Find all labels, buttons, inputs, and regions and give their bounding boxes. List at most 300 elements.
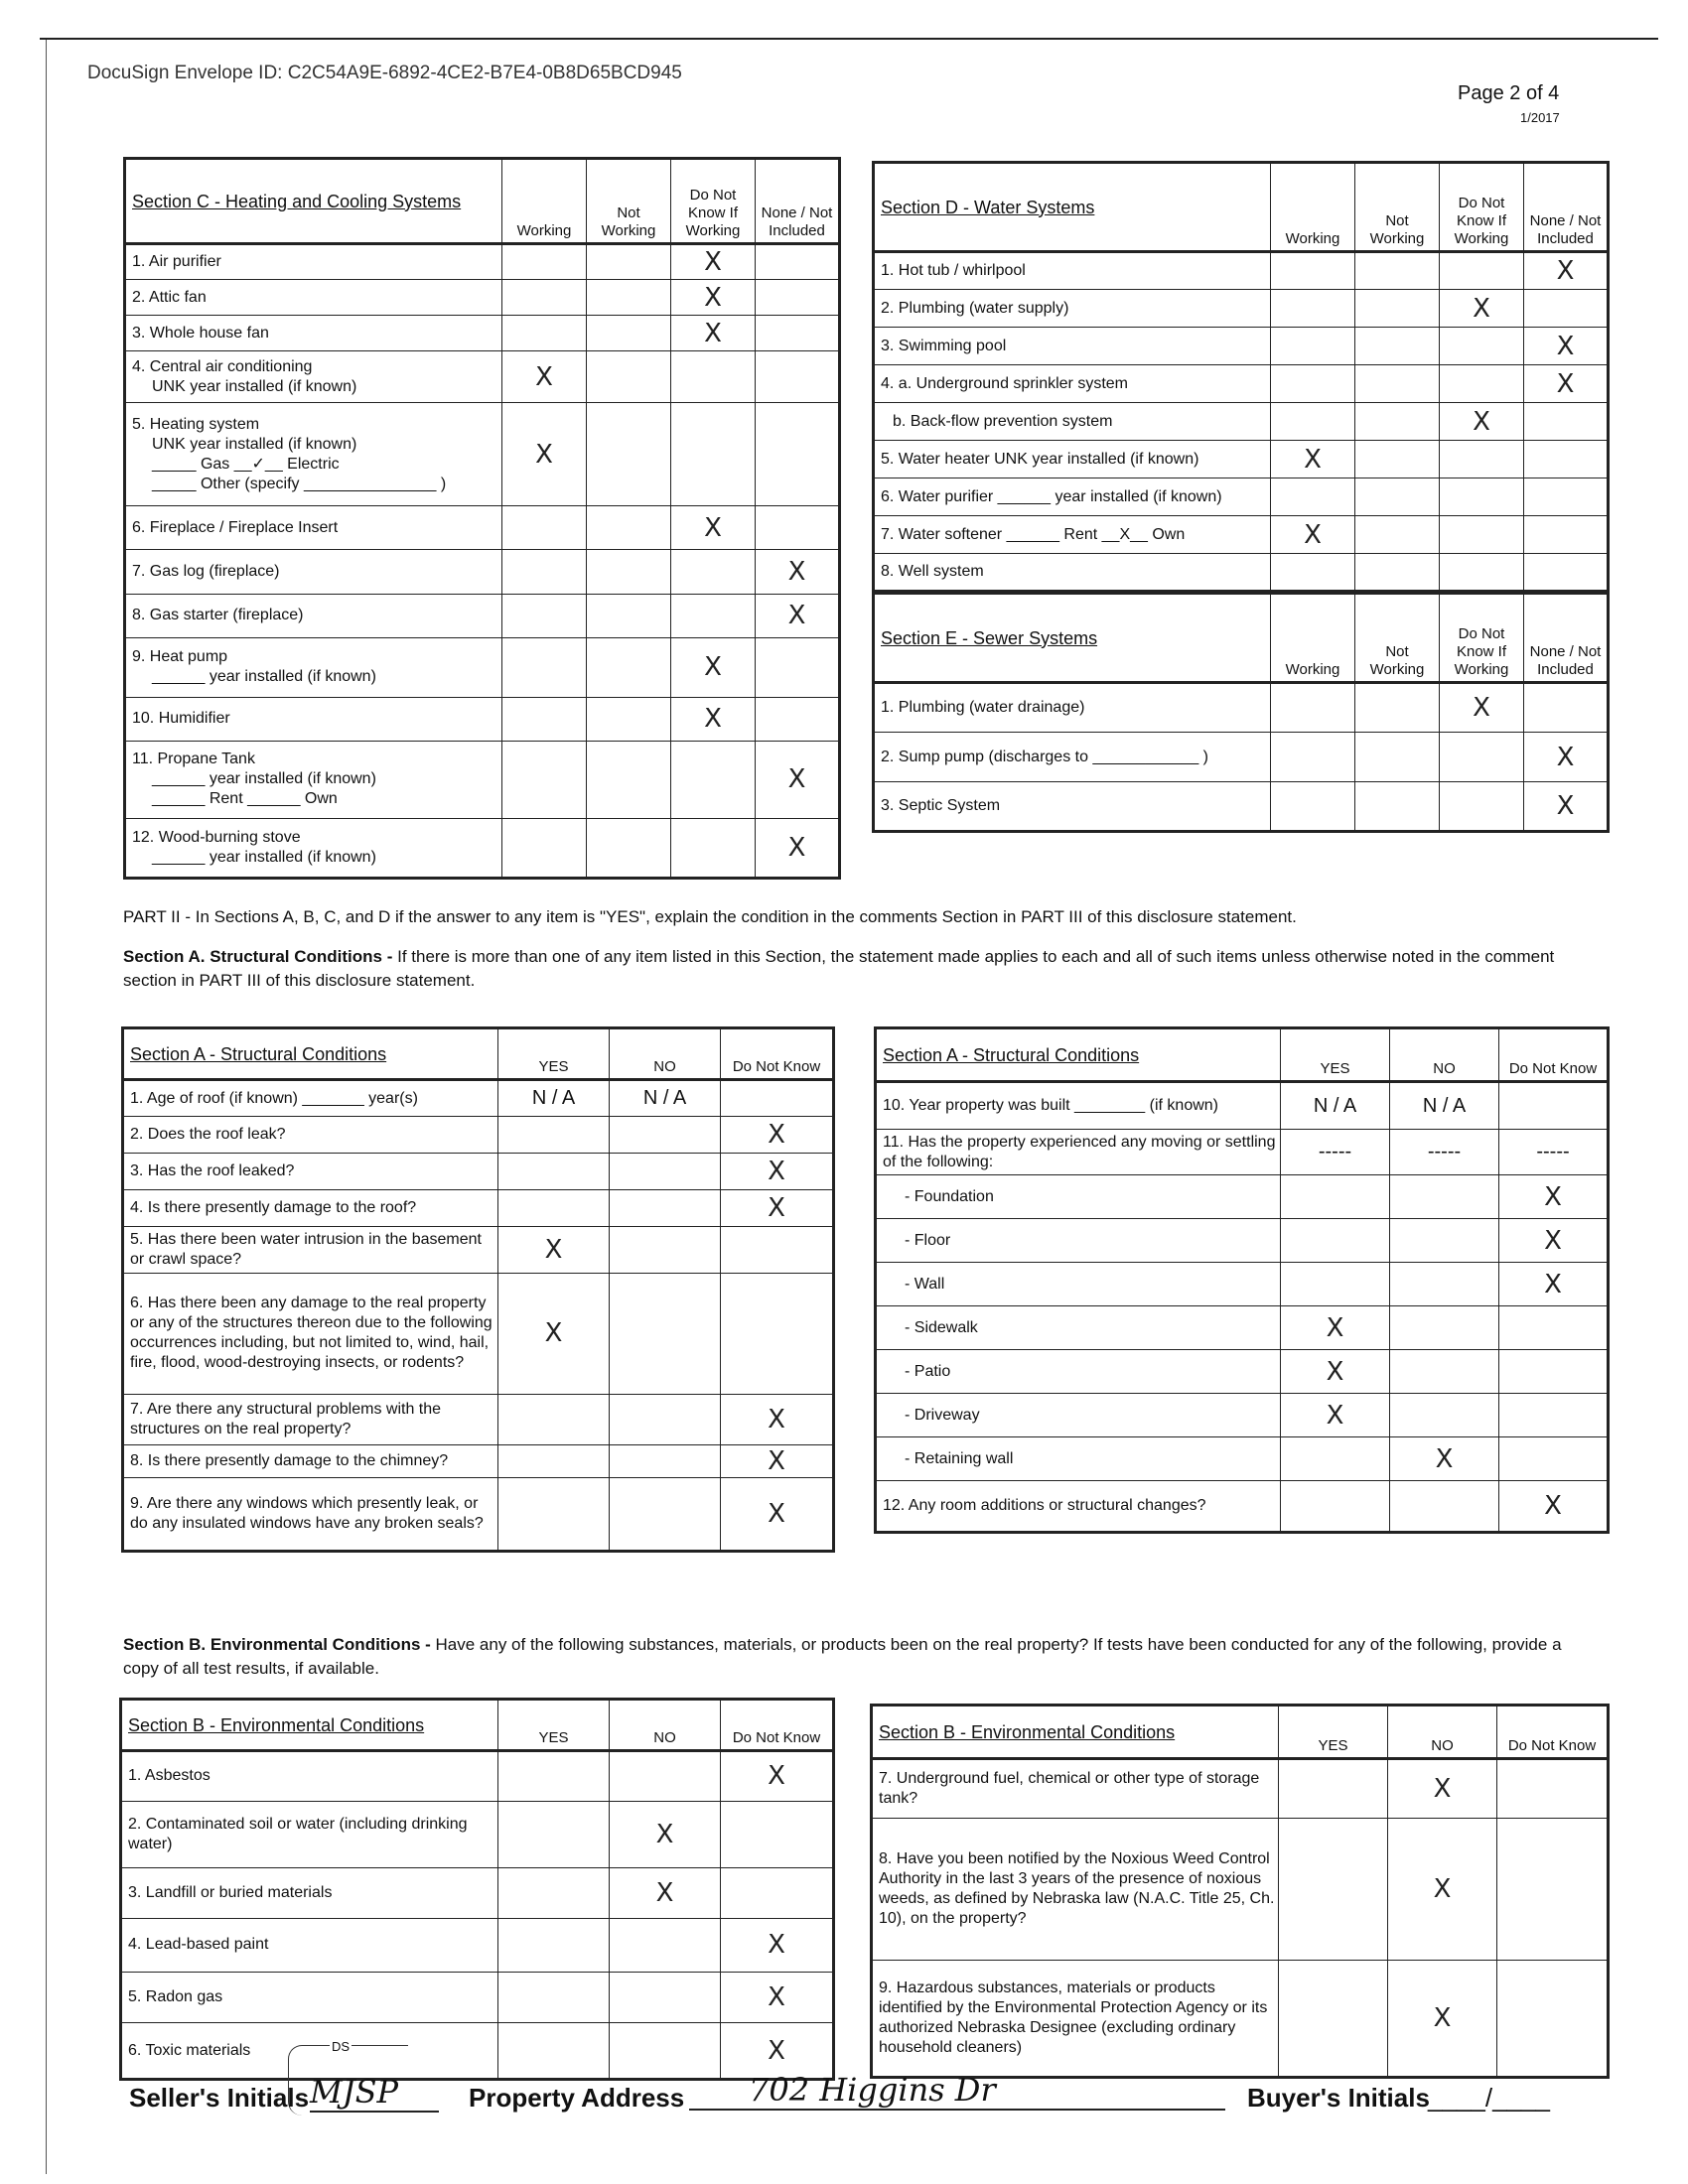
- item-label: 1. Age of roof (if known) _______ year(s): [123, 1080, 498, 1117]
- table-row: [874, 782, 1609, 832]
- answer-cell[interactable]: [1271, 328, 1355, 365]
- table-row: [125, 403, 840, 506]
- col-do-not-know: Do Not Know: [1497, 1706, 1609, 1759]
- checkbox-mark[interactable]: X: [1388, 1819, 1497, 1960]
- item-label: 11. Propane Tank ______ year installed (if known) ______ Rent ______ Own: [125, 741, 502, 818]
- item-label: 6. Fireplace / Fireplace Insert: [125, 506, 502, 550]
- answer-cell[interactable]: [587, 697, 671, 741]
- answer-cell[interactable]: -----: [1499, 1130, 1609, 1175]
- table-row: [872, 1960, 1609, 2078]
- item-label: 1. Plumbing (water drainage): [874, 683, 1271, 733]
- answer-cell[interactable]: [1271, 403, 1355, 441]
- answer-cell[interactable]: [1440, 328, 1524, 365]
- col-no: NO: [1388, 1706, 1497, 1759]
- answer-cell[interactable]: [502, 741, 587, 818]
- answer-cell[interactable]: [502, 550, 587, 594]
- item-label: 5. Has there been water intrusion in the basement or crawl space?: [123, 1227, 498, 1274]
- answer-cell[interactable]: [1271, 365, 1355, 403]
- table-row: [125, 637, 840, 697]
- answer-cell[interactable]: [498, 1973, 610, 2023]
- answer-cell[interactable]: [671, 741, 756, 818]
- item-label: 7. Underground fuel, chemical or other type of storage tank?: [872, 1759, 1279, 1819]
- ds-label: DS: [332, 2039, 351, 2054]
- col-yes: YES: [1281, 1028, 1390, 1082]
- item-label: 10. Humidifier: [125, 697, 502, 741]
- item-label: 8. Have you been notified by the Noxious Weed Control Authority in the last 3 years of the presence of noxious weeds, as defined by Nebraska law (N.A.C. Title 25, Ch. 10), on the property?: [872, 1819, 1279, 1960]
- structural-left-table: [121, 1026, 835, 1553]
- answer-cell[interactable]: [756, 637, 840, 697]
- page-number: Page 2 of 4: [1458, 82, 1560, 104]
- answer-cell[interactable]: [1355, 328, 1440, 365]
- item-label: - Floor: [876, 1219, 1281, 1263]
- answer-cell[interactable]: [498, 1117, 610, 1154]
- answer-cell[interactable]: [498, 1918, 610, 1973]
- item-label: - Retaining wall: [876, 1437, 1281, 1481]
- answer-cell[interactable]: [610, 1227, 721, 1274]
- answer-cell[interactable]: [610, 1394, 721, 1444]
- answer-cell[interactable]: [1440, 554, 1524, 592]
- col-yes: YES: [1279, 1706, 1388, 1759]
- answer-cell[interactable]: [1524, 403, 1609, 441]
- answer-cell[interactable]: [498, 2023, 610, 2080]
- environmental-left-title: Section B - Environmental Conditions: [121, 1700, 498, 1751]
- table-row: [874, 290, 1609, 328]
- col-do-not-know: Do Not Know: [721, 1028, 834, 1080]
- form-revision: 1/2017: [1520, 110, 1560, 125]
- checkbox-mark[interactable]: X: [756, 594, 840, 637]
- item-label: - Wall: [876, 1263, 1281, 1306]
- answer-cell[interactable]: [502, 506, 587, 550]
- item-label: - Sidewalk: [876, 1306, 1281, 1350]
- answer-cell[interactable]: [502, 818, 587, 878]
- checkbox-mark[interactable]: X: [721, 1751, 834, 1802]
- answer-cell[interactable]: [610, 1190, 721, 1227]
- answer-cell[interactable]: [756, 244, 840, 280]
- checkbox-mark[interactable]: X: [721, 1918, 834, 1973]
- answer-cell[interactable]: [1390, 1481, 1499, 1533]
- top-rule: [40, 38, 1658, 40]
- answer-cell[interactable]: [1271, 733, 1355, 782]
- answer-cell[interactable]: [502, 697, 587, 741]
- col-working: Working: [1271, 594, 1355, 683]
- section-a-text: If there is more than one of any item listed in this Section, the statement made applies to each and all of such items unless otherwise noted in the comment section in PART III of this disclosure statement.: [123, 947, 1555, 990]
- answer-cell[interactable]: [1497, 1960, 1609, 2078]
- answer-cell[interactable]: [1281, 1437, 1390, 1481]
- answer-cell[interactable]: [756, 351, 840, 403]
- checkbox-mark[interactable]: X: [1524, 328, 1609, 365]
- table-row: [876, 1437, 1609, 1481]
- item-label: 4. Lead-based paint: [121, 1918, 498, 1973]
- item-label: 9. Are there any windows which presently leak, or do any insulated windows have any broken seals?: [123, 1477, 498, 1551]
- structural-right-table: [874, 1026, 1610, 1534]
- checkbox-mark[interactable]: X: [1499, 1263, 1609, 1306]
- answer-cell[interactable]: N / A: [1281, 1082, 1390, 1130]
- answer-cell[interactable]: [721, 1867, 834, 1918]
- item-label: 11. Has the property experienced any moving or settling of the following:: [876, 1130, 1281, 1175]
- answer-cell[interactable]: [671, 550, 756, 594]
- checkbox-mark[interactable]: X: [721, 1190, 834, 1227]
- section-c-title: Section C - Heating and Cooling Systems: [125, 159, 502, 244]
- answer-cell[interactable]: [1499, 1082, 1609, 1130]
- checkbox-mark[interactable]: X: [1281, 1394, 1390, 1437]
- answer-cell[interactable]: [1355, 365, 1440, 403]
- item-label: 1. Hot tub / whirlpool: [874, 252, 1271, 290]
- answer-cell[interactable]: [1524, 441, 1609, 478]
- table-row: [123, 1445, 834, 1478]
- checkbox-mark[interactable]: X: [498, 1227, 610, 1274]
- answer-cell[interactable]: [1390, 1263, 1499, 1306]
- col-working: Working: [502, 159, 587, 244]
- answer-cell[interactable]: [1271, 554, 1355, 592]
- answer-cell[interactable]: [1271, 478, 1355, 516]
- col-none: None / Not Included: [1524, 594, 1609, 683]
- col-not-working: Not Working: [587, 159, 671, 244]
- answer-cell[interactable]: [498, 1190, 610, 1227]
- checkbox-mark[interactable]: X: [1499, 1219, 1609, 1263]
- table-row: [876, 1481, 1609, 1533]
- answer-cell[interactable]: [1355, 478, 1440, 516]
- answer-cell[interactable]: [1390, 1350, 1499, 1394]
- answer-cell[interactable]: [1497, 1759, 1609, 1819]
- checkbox-mark[interactable]: X: [610, 1801, 721, 1867]
- answer-cell[interactable]: [1440, 252, 1524, 290]
- checkbox-mark[interactable]: X: [671, 506, 756, 550]
- answer-cell[interactable]: [587, 637, 671, 697]
- table-row: [876, 1263, 1609, 1306]
- item-label: 10. Year property was built ________ (if known): [876, 1082, 1281, 1130]
- table-row: [874, 683, 1609, 733]
- answer-cell[interactable]: [1355, 441, 1440, 478]
- checkbox-mark[interactable]: X: [498, 1274, 610, 1394]
- item-label: 5. Water heater UNK year installed (if known): [874, 441, 1271, 478]
- answer-cell[interactable]: [610, 1918, 721, 1973]
- checkbox-mark[interactable]: X: [502, 403, 587, 506]
- structural-right-title: Section A - Structural Conditions: [876, 1028, 1281, 1082]
- answer-cell[interactable]: [587, 280, 671, 316]
- checkbox-mark[interactable]: X: [671, 244, 756, 280]
- answer-cell[interactable]: [1279, 1819, 1388, 1960]
- checkbox-mark[interactable]: X: [1281, 1306, 1390, 1350]
- item-label: 2. Does the roof leak?: [123, 1117, 498, 1154]
- answer-cell[interactable]: [498, 1154, 610, 1190]
- answer-cell[interactable]: [1271, 252, 1355, 290]
- answer-cell[interactable]: [498, 1867, 610, 1918]
- table-row: [876, 1350, 1609, 1394]
- item-label: 8. Is there presently damage to the chimney?: [123, 1445, 498, 1478]
- answer-cell[interactable]: -----: [1281, 1130, 1390, 1175]
- answer-cell[interactable]: [587, 550, 671, 594]
- answer-cell[interactable]: [1355, 683, 1440, 733]
- checkbox-mark[interactable]: X: [1388, 1759, 1497, 1819]
- answer-cell[interactable]: [1499, 1350, 1609, 1394]
- answer-cell[interactable]: [498, 1394, 610, 1444]
- checkbox-mark[interactable]: X: [756, 550, 840, 594]
- table-row: [125, 280, 840, 316]
- answer-cell[interactable]: [610, 1477, 721, 1551]
- checkbox-mark[interactable]: X: [721, 1973, 834, 2023]
- answer-cell[interactable]: [610, 1274, 721, 1394]
- item-label: - Driveway: [876, 1394, 1281, 1437]
- answer-cell[interactable]: [587, 351, 671, 403]
- answer-cell[interactable]: [1355, 252, 1440, 290]
- section-b-text: Have any of the following substances, materials, or products been on the real property? If tests have been conducted for any of the following, provide a copy of all test results, if available.: [123, 1635, 1562, 1678]
- checkbox-mark[interactable]: X: [721, 2023, 834, 2080]
- answer-cell[interactable]: [721, 1274, 834, 1394]
- answer-cell[interactable]: [610, 1973, 721, 2023]
- answer-cell[interactable]: [1390, 1175, 1499, 1219]
- answer-cell[interactable]: [1440, 733, 1524, 782]
- property-address-value[interactable]: 702 Higgins Dr: [689, 2071, 1225, 2111]
- col-no: NO: [1390, 1028, 1499, 1082]
- item-label: 3. Swimming pool: [874, 328, 1271, 365]
- answer-cell[interactable]: [1355, 290, 1440, 328]
- answer-cell[interactable]: [498, 1445, 610, 1478]
- checkbox-mark[interactable]: X: [721, 1154, 834, 1190]
- item-label: 7. Are there any structural problems with the structures on the real property?: [123, 1394, 498, 1444]
- checkbox-mark[interactable]: X: [610, 1867, 721, 1918]
- checkbox-mark[interactable]: X: [756, 741, 840, 818]
- table-row: [121, 1751, 834, 1802]
- answer-cell[interactable]: [502, 280, 587, 316]
- answer-cell[interactable]: [498, 1801, 610, 1867]
- answer-cell[interactable]: [587, 316, 671, 351]
- checkbox-mark[interactable]: X: [1390, 1437, 1499, 1481]
- answer-cell[interactable]: [587, 244, 671, 280]
- environmental-left-table: [119, 1698, 835, 2081]
- col-do-not-know: Do Not Know If Working: [1440, 594, 1524, 683]
- answer-cell[interactable]: [498, 1751, 610, 1802]
- table-row: [874, 516, 1609, 554]
- table-row: [874, 328, 1609, 365]
- checkbox-mark[interactable]: X: [721, 1477, 834, 1551]
- table-row: [125, 818, 840, 878]
- item-label: 3. Has the roof leaked?: [123, 1154, 498, 1190]
- answer-cell[interactable]: [1524, 683, 1609, 733]
- checkbox-mark[interactable]: X: [1499, 1481, 1609, 1533]
- answer-cell[interactable]: N / A: [1390, 1082, 1499, 1130]
- structural-left-title: Section A - Structural Conditions: [123, 1028, 498, 1080]
- answer-cell[interactable]: [1271, 290, 1355, 328]
- table-row: [125, 244, 840, 280]
- seller-initials-line: [310, 2073, 439, 2113]
- checkbox-mark[interactable]: X: [1281, 1350, 1390, 1394]
- table-row: [123, 1477, 834, 1551]
- answer-cell[interactable]: N / A: [498, 1080, 610, 1117]
- seller-initials-value[interactable]: MJSP: [310, 2073, 439, 2113]
- property-address-line: [689, 2071, 1225, 2111]
- answer-cell[interactable]: [1355, 403, 1440, 441]
- answer-cell[interactable]: [1524, 290, 1609, 328]
- answer-cell[interactable]: [1524, 478, 1609, 516]
- answer-cell[interactable]: [1390, 1219, 1499, 1263]
- checkbox-mark[interactable]: X: [1271, 441, 1355, 478]
- part2-intro: PART II - In Sections A, B, C, and D if the answer to any item is "YES", explain the condition in the comments Section in PART III of this disclosure statement.: [123, 907, 1297, 926]
- answer-cell[interactable]: [671, 351, 756, 403]
- answer-cell[interactable]: [721, 1227, 834, 1274]
- item-label: 1. Air purifier: [125, 244, 502, 280]
- answer-cell[interactable]: [1390, 1394, 1499, 1437]
- answer-cell[interactable]: [1499, 1394, 1609, 1437]
- item-label: 12. Any room additions or structural changes?: [876, 1481, 1281, 1533]
- buyer-initials-value[interactable]: ____/____: [1428, 2083, 1550, 2113]
- checkbox-mark[interactable]: X: [721, 1117, 834, 1154]
- answer-cell[interactable]: [1281, 1175, 1390, 1219]
- answer-cell[interactable]: [1271, 683, 1355, 733]
- checkbox-mark[interactable]: X: [502, 351, 587, 403]
- answer-cell[interactable]: [756, 697, 840, 741]
- answer-cell[interactable]: [502, 244, 587, 280]
- item-label: 2. Contaminated soil or water (including drinking water): [121, 1801, 498, 1867]
- answer-cell[interactable]: [587, 594, 671, 637]
- answer-cell[interactable]: [671, 594, 756, 637]
- item-label: 2. Sump pump (discharges to ____________ ): [874, 733, 1271, 782]
- section-d-title: Section D - Water Systems: [874, 163, 1271, 252]
- item-label: 8. Gas starter (fireplace): [125, 594, 502, 637]
- answer-cell[interactable]: [1355, 733, 1440, 782]
- section-b-lead: Section B. Environmental Conditions -: [123, 1635, 431, 1654]
- answer-cell[interactable]: [610, 1751, 721, 1802]
- table-row: [123, 1394, 834, 1444]
- item-label: 5. Radon gas: [121, 1973, 498, 2023]
- table-row: [121, 1973, 834, 2023]
- table-row: [125, 594, 840, 637]
- answer-cell[interactable]: [1499, 1306, 1609, 1350]
- answer-cell[interactable]: [587, 818, 671, 878]
- checkbox-mark[interactable]: X: [1271, 516, 1355, 554]
- item-label: 4. Central air conditioning UNK year installed (if known): [125, 351, 502, 403]
- environmental-right-title: Section B - Environmental Conditions: [872, 1706, 1279, 1759]
- answer-cell[interactable]: [721, 1080, 834, 1117]
- item-label: 4. Is there presently damage to the roof?: [123, 1190, 498, 1227]
- checkbox-mark[interactable]: X: [671, 637, 756, 697]
- answer-cell[interactable]: [756, 403, 840, 506]
- answer-cell[interactable]: [1279, 1960, 1388, 2078]
- checkbox-mark[interactable]: X: [721, 1394, 834, 1444]
- section-e-table: [872, 592, 1610, 833]
- item-label: 7. Gas log (fireplace): [125, 550, 502, 594]
- buyer-initials-label: Buyer's Initials: [1247, 2083, 1430, 2113]
- col-working: Working: [1271, 163, 1355, 252]
- answer-cell[interactable]: [1440, 782, 1524, 832]
- section-d-table: [872, 161, 1610, 593]
- checkbox-mark[interactable]: X: [1524, 365, 1609, 403]
- col-yes: YES: [498, 1700, 610, 1751]
- answer-cell[interactable]: [756, 316, 840, 351]
- item-label: 2. Attic fan: [125, 280, 502, 316]
- envelope-id: DocuSign Envelope ID: C2C54A9E-6892-4CE2-B7E4-0B8D65BCD945: [87, 63, 682, 83]
- table-row: [121, 1867, 834, 1918]
- table-row: [876, 1082, 1609, 1130]
- answer-cell[interactable]: [1524, 554, 1609, 592]
- section-a-lead: Section A. Structural Conditions -: [123, 947, 393, 966]
- table-row: [121, 1918, 834, 1973]
- answer-cell[interactable]: [610, 1117, 721, 1154]
- answer-cell[interactable]: [1499, 1437, 1609, 1481]
- answer-cell[interactable]: [1440, 478, 1524, 516]
- table-row: [123, 1080, 834, 1117]
- answer-cell[interactable]: [502, 316, 587, 351]
- answer-cell[interactable]: [587, 506, 671, 550]
- answer-cell[interactable]: [756, 280, 840, 316]
- table-row: [874, 252, 1609, 290]
- answer-cell[interactable]: [1281, 1263, 1390, 1306]
- answer-cell[interactable]: [610, 1445, 721, 1478]
- answer-cell[interactable]: [1271, 782, 1355, 832]
- checkbox-mark[interactable]: X: [1524, 782, 1609, 832]
- checkbox-mark[interactable]: X: [721, 1445, 834, 1478]
- answer-cell[interactable]: [1440, 365, 1524, 403]
- item-label: - Foundation: [876, 1175, 1281, 1219]
- section-b-paragraph: [123, 1633, 1583, 1681]
- checkbox-mark[interactable]: X: [756, 818, 840, 878]
- answer-cell[interactable]: [610, 1154, 721, 1190]
- checkbox-mark[interactable]: X: [1440, 290, 1524, 328]
- answer-cell[interactable]: [671, 818, 756, 878]
- item-label: 4. a. Underground sprinkler system: [874, 365, 1271, 403]
- item-label: 8. Well system: [874, 554, 1271, 592]
- col-no: NO: [610, 1028, 721, 1080]
- answer-cell[interactable]: [502, 637, 587, 697]
- answer-cell[interactable]: [1440, 441, 1524, 478]
- property-address-label: Property Address: [469, 2083, 685, 2113]
- answer-cell[interactable]: [587, 403, 671, 506]
- checkbox-mark[interactable]: X: [1440, 683, 1524, 733]
- table-row: [123, 1117, 834, 1154]
- answer-cell[interactable]: [1440, 516, 1524, 554]
- answer-cell[interactable]: [502, 594, 587, 637]
- table-row: [125, 351, 840, 403]
- table-row: [123, 1190, 834, 1227]
- checkbox-mark[interactable]: X: [1524, 252, 1609, 290]
- item-label: 6. Has there been any damage to the real property or any of the structures thereon due to the following occurrences including, but not limited to, wind, hail, fire, flood, wood-destroying insects, or rodents?: [123, 1274, 498, 1394]
- answer-cell[interactable]: [1497, 1819, 1609, 1960]
- checkbox-mark[interactable]: X: [1524, 733, 1609, 782]
- table-row: [125, 506, 840, 550]
- table-row: [874, 554, 1609, 592]
- answer-cell[interactable]: [587, 741, 671, 818]
- table-row: [125, 550, 840, 594]
- checkbox-mark[interactable]: X: [1388, 1960, 1497, 2078]
- answer-cell[interactable]: [756, 506, 840, 550]
- answer-cell[interactable]: [498, 1477, 610, 1551]
- checkbox-mark[interactable]: X: [1440, 403, 1524, 441]
- answer-cell[interactable]: [1355, 782, 1440, 832]
- item-label: 7. Water softener ______ Rent __X__ Own: [874, 516, 1271, 554]
- answer-cell[interactable]: [1390, 1306, 1499, 1350]
- answer-cell[interactable]: [671, 403, 756, 506]
- checkbox-mark[interactable]: X: [1499, 1175, 1609, 1219]
- checkbox-mark[interactable]: X: [671, 280, 756, 316]
- answer-cell[interactable]: [1279, 1759, 1388, 1819]
- answer-cell[interactable]: [1355, 554, 1440, 592]
- table-row: [123, 1274, 834, 1394]
- table-row: [876, 1394, 1609, 1437]
- answer-cell[interactable]: [721, 1801, 834, 1867]
- answer-cell[interactable]: [1281, 1219, 1390, 1263]
- seller-initials-label: Seller's Initials: [129, 2083, 310, 2113]
- item-label: 3. Septic System: [874, 782, 1271, 832]
- checkbox-mark[interactable]: X: [671, 697, 756, 741]
- answer-cell[interactable]: -----: [1390, 1130, 1499, 1175]
- answer-cell[interactable]: [1355, 516, 1440, 554]
- col-none: None / Not Included: [1524, 163, 1609, 252]
- checkbox-mark[interactable]: X: [671, 316, 756, 351]
- item-label: - Patio: [876, 1350, 1281, 1394]
- answer-cell[interactable]: [1524, 516, 1609, 554]
- answer-cell[interactable]: N / A: [610, 1080, 721, 1117]
- answer-cell[interactable]: [1281, 1481, 1390, 1533]
- left-rule: [46, 40, 47, 2174]
